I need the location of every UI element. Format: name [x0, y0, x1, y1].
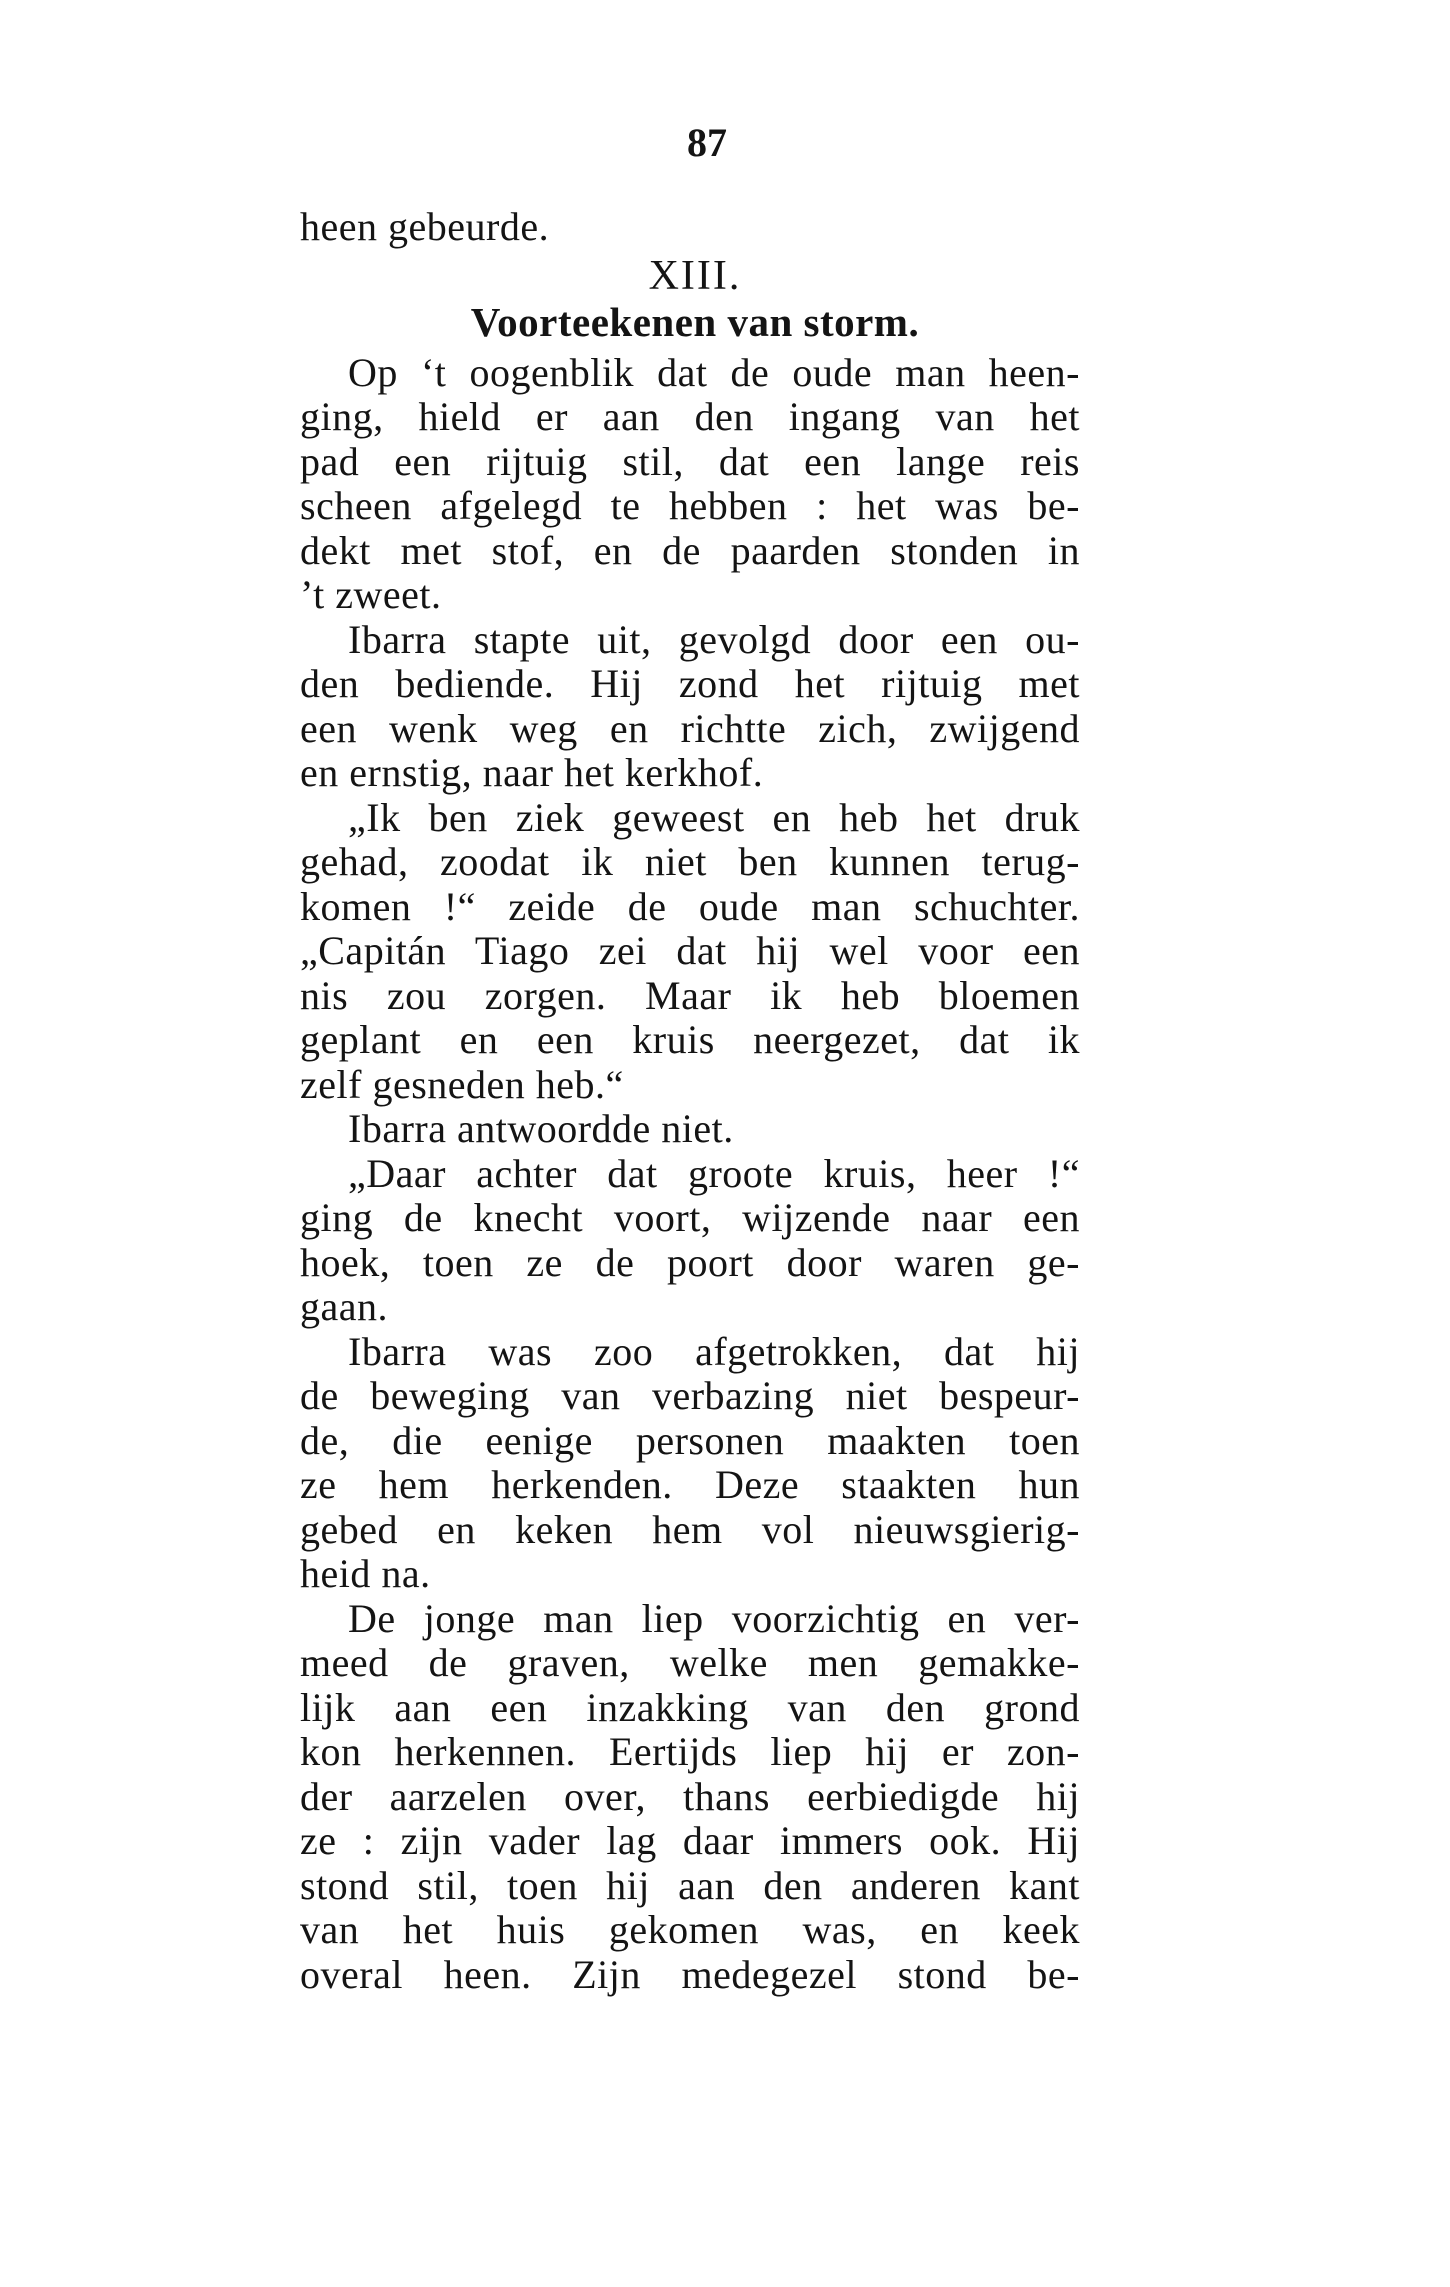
text-line: der aarzelen over, thans eerbiedigde hij: [300, 1773, 1080, 1819]
text-line: gaan.: [300, 1284, 389, 1329]
text-line: en ernstig, naar het kerkhof.: [300, 750, 764, 795]
text-line: gebed en keken hem vol nieuwsgierig-: [300, 1506, 1080, 1552]
text-line: de beweging van verbazing niet bespeur-: [300, 1373, 1080, 1418]
text-line: overal heen. Zijn medegezel stond be-: [300, 1951, 1080, 1997]
text-line: „Daar achter dat groote kruis, heer !“: [348, 1150, 1080, 1196]
text-line: stond stil, toen hij aan den anderen kant: [300, 1862, 1080, 1908]
text-line: Ibarra was zoo afgetrokken, dat hij: [348, 1328, 1080, 1374]
text-line: nis zou zorgen. Maar ik heb bloemen: [300, 972, 1080, 1018]
chapter-title: Voorteekenen van storm.: [470, 299, 920, 345]
text-line: gehad, zoodat ik niet ben kunnen terug-: [300, 839, 1080, 884]
text-line: „Ik ben ziek geweest en heb het druk: [348, 794, 1080, 840]
text-line: „Capitán Tiago zei dat hij wel voor een: [300, 928, 1080, 973]
text-line: kon herkennen. Eertijds liep hij er zon-: [300, 1729, 1080, 1774]
text-line: komen !“ zeide de oude man schuchter.: [300, 883, 1080, 929]
text-line: lijk aan een inzakking van den grond: [300, 1684, 1080, 1730]
page-number: 87: [687, 120, 727, 165]
text-line: ’t zweet.: [300, 572, 442, 617]
paragraph: [300, 1330, 1080, 1597]
text-line: Ibarra stapte uit, gevolgd door een ou-: [348, 616, 1080, 662]
chapter-number: XIII.: [648, 252, 742, 299]
paragraph: [300, 618, 1080, 796]
text-line: geplant en een kruis neergezet, dat ik: [300, 1017, 1080, 1062]
text-line: Op ‘t oogenblik dat de oude man heen-: [348, 349, 1080, 395]
text-line: zelf gesneden heb.“: [300, 1061, 624, 1107]
paragraph: [300, 1152, 1080, 1330]
paragraph: [300, 1597, 1080, 1998]
paragraph: [300, 1107, 1080, 1152]
text-line: den bediende. Hij zond het rijtuig met: [300, 661, 1080, 706]
text-line: van het huis gekomen was, en keek: [300, 1907, 1080, 1952]
text-line: pad een rijtuig stil, dat een lange reis: [300, 438, 1080, 484]
text-line: ging de knecht voort, wijzende naar een: [300, 1195, 1080, 1240]
text-line: ze hem herkenden. Deze staakten hun: [300, 1462, 1080, 1507]
text-line: Ibarra antwoordde niet.: [348, 1106, 734, 1151]
page-text: [300, 205, 1080, 1997]
text-line: een wenk weg en richtte zich, zwijgend: [300, 705, 1080, 751]
text-line: heid na.: [300, 1551, 431, 1596]
text-line: de, die eenige personen maakten toen: [300, 1417, 1080, 1463]
text-line: meed de graven, welke men gemakke-: [300, 1640, 1080, 1685]
text-line: ze : zijn vader lag daar immers ook. Hij: [300, 1818, 1080, 1863]
paragraph: [300, 351, 1080, 618]
text-line: De jonge man liep voorzichtig en ver-: [348, 1595, 1080, 1641]
opening-line: heen gebeurde.: [300, 204, 550, 249]
text-line: ging, hield er aan den ingang van het: [300, 394, 1080, 439]
paragraph: [300, 796, 1080, 1108]
text-line: hoek, toen ze de poort door waren ge-: [300, 1239, 1080, 1285]
text-line: dekt met stof, en de paarden stonden in: [300, 527, 1080, 573]
text-line: scheen afgelegd te hebben : het was be-: [300, 483, 1080, 528]
